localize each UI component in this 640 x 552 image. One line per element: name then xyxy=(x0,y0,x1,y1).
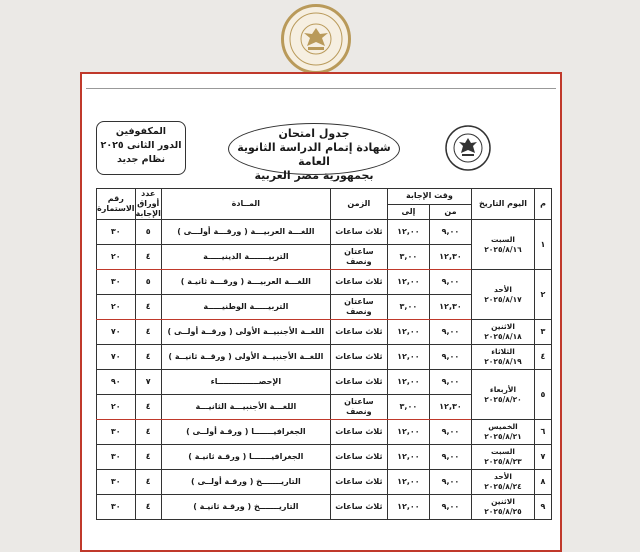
row-num: ٦ xyxy=(535,420,552,445)
table-row xyxy=(97,270,552,295)
title-line-3: بجمهورية مصر العربية xyxy=(254,169,374,182)
time-to: ١٢,٠٠ xyxy=(387,220,429,245)
category-box xyxy=(96,121,186,175)
time-to: ١٢,٠٠ xyxy=(387,270,429,295)
title-line-2: شهادة إتمام الدراسة الثانوية العامة xyxy=(237,141,391,168)
row-num: ٣ xyxy=(535,320,552,345)
subject: الجغرافيـــــــا ( ورقـة أولــى ) xyxy=(161,420,330,445)
row-num: ٧ xyxy=(535,445,552,470)
duration: ثلاث ساعات xyxy=(330,345,387,370)
row-num: ٨ xyxy=(535,470,552,495)
row-num: ٢ xyxy=(535,270,552,320)
day-name: السبت xyxy=(490,447,516,456)
day-cell xyxy=(472,370,535,420)
day-date: ٢٠٢٥/٨/٢٤ xyxy=(484,482,522,491)
duration: ساعتان ونصف xyxy=(330,295,387,320)
day-cell xyxy=(472,470,535,495)
day-name: الثلاثاء xyxy=(491,347,515,356)
subject: اللغـــة العربيـــة ( ورقـــة أولـــى ) xyxy=(161,220,330,245)
form-no: ٣٠ xyxy=(97,270,136,295)
time-from: ٩,٠٠ xyxy=(429,470,471,495)
subject: اللغـــة العربيـــة ( ورقـــة ثانيـة ) xyxy=(161,270,330,295)
col-header-subject: المــادة xyxy=(161,189,330,220)
day-cell xyxy=(472,220,535,270)
category-line-2: الدور الثانى ٢٠٢٥ xyxy=(100,140,182,151)
table-row xyxy=(97,495,552,520)
day-name: السبت xyxy=(490,234,516,244)
time-from: ٩,٠٠ xyxy=(429,270,471,295)
col-header-to: إلى xyxy=(387,204,429,220)
table-row xyxy=(97,370,552,395)
time-to: ١٢,٠٠ xyxy=(387,470,429,495)
sheets: ٥ xyxy=(135,270,161,295)
day-date: ٢٠٢٥/٨/١٨ xyxy=(484,332,522,341)
time-to: ٣,٠٠ xyxy=(387,295,429,320)
exam-title-box xyxy=(228,123,400,182)
sheets: ٤ xyxy=(135,320,161,345)
col-header-num: م xyxy=(535,189,552,220)
table-row xyxy=(97,420,552,445)
day-name: الأحد xyxy=(494,284,512,294)
sheets: ٤ xyxy=(135,345,161,370)
table-row xyxy=(97,345,552,370)
sheets: ٤ xyxy=(135,470,161,495)
time-from: ٩,٠٠ xyxy=(429,320,471,345)
duration: ثلاث ساعات xyxy=(330,270,387,295)
day-name: الخميس xyxy=(488,422,518,431)
subject: التاريـــــــخ ( ورقـة أولــى ) xyxy=(161,470,330,495)
day-name: الأربعاء xyxy=(489,384,517,394)
category-line-3: نظام جديد xyxy=(116,154,166,165)
time-from: ١٢,٣٠ xyxy=(429,395,471,420)
row-num: ٩ xyxy=(535,495,552,520)
day-name: الاثنين xyxy=(491,322,515,331)
day-name: الأحد xyxy=(494,472,512,481)
col-header-answer-time: وقت الإجابة xyxy=(387,189,471,205)
table-row xyxy=(97,470,552,495)
time-to: ٣,٠٠ xyxy=(387,245,429,270)
time-to: ١٢,٠٠ xyxy=(387,495,429,520)
day-cell xyxy=(472,495,535,520)
form-no: ٢٠ xyxy=(97,245,136,270)
time-from: ٩,٠٠ xyxy=(429,420,471,445)
sheets: ٤ xyxy=(135,395,161,420)
form-no: ٧٠ xyxy=(97,320,136,345)
day-cell xyxy=(472,445,535,470)
row-num: ١ xyxy=(535,220,552,270)
form-no: ٣٠ xyxy=(97,220,136,245)
table-row xyxy=(97,220,552,245)
sheets: ٤ xyxy=(135,445,161,470)
subject: اللغــة الأجنبيــة الأولى ( ورقــة أولــى ) xyxy=(161,320,330,345)
sheets: ٤ xyxy=(135,420,161,445)
day-date: ٢٠٢٥/٨/٢٣ xyxy=(484,457,522,466)
exam-schedule-table xyxy=(96,188,552,520)
day-date: ٢٠٢٥/٨/١٧ xyxy=(484,294,522,304)
duration: ثلاث ساعات xyxy=(330,320,387,345)
day-cell xyxy=(472,270,535,320)
duration: ساعتان ونصف xyxy=(330,245,387,270)
day-date: ٢٠٢٥/٨/٢٥ xyxy=(484,507,522,516)
row-num: ٥ xyxy=(535,370,552,420)
col-header-day: اليوم التاريخ xyxy=(472,189,535,220)
time-to: ١٢,٠٠ xyxy=(387,320,429,345)
sheets: ٥ xyxy=(135,220,161,245)
col-header-form: رقم الاستمارة xyxy=(97,189,136,220)
category-line-1: المكفوفين xyxy=(115,126,167,137)
table-row xyxy=(97,445,552,470)
duration: ثلاث ساعات xyxy=(330,445,387,470)
col-header-from: من xyxy=(429,204,471,220)
title-line-1: جدول امتحان xyxy=(278,127,350,140)
day-name: الاثنين xyxy=(491,497,515,506)
subject: التربيـــــــة الدينيـــــة xyxy=(161,245,330,270)
form-no: ٣٠ xyxy=(97,470,136,495)
form-no: ٢٠ xyxy=(97,295,136,320)
exam-schedule-sheet xyxy=(80,72,562,552)
duration: ساعتان ونصف xyxy=(330,395,387,420)
header-divider xyxy=(86,88,556,89)
time-from: ١٢,٣٠ xyxy=(429,295,471,320)
time-from: ٩,٠٠ xyxy=(429,495,471,520)
time-from: ٩,٠٠ xyxy=(429,220,471,245)
duration: ثلاث ساعات xyxy=(330,420,387,445)
time-to: ١٢,٠٠ xyxy=(387,345,429,370)
ministry-small-seal-icon xyxy=(444,124,492,172)
time-from: ٩,٠٠ xyxy=(429,370,471,395)
sheets: ٤ xyxy=(135,245,161,270)
form-no: ٢٠ xyxy=(97,395,136,420)
subject: التاريـــــــخ ( ورقـة ثانيـة ) xyxy=(161,495,330,520)
duration: ثلاث ساعات xyxy=(330,495,387,520)
row-num: ٤ xyxy=(535,345,552,370)
time-from: ١٢,٣٠ xyxy=(429,245,471,270)
day-date: ٢٠٢٥/٨/١٦ xyxy=(484,244,522,254)
day-cell xyxy=(472,420,535,445)
subject: التربيـــــة الوطنيـــــة xyxy=(161,295,330,320)
time-from: ٩,٠٠ xyxy=(429,345,471,370)
day-date: ٢٠٢٥/٨/١٩ xyxy=(484,357,522,366)
time-from: ٩,٠٠ xyxy=(429,445,471,470)
col-header-duration: الزمن xyxy=(330,189,387,220)
duration: ثلاث ساعات xyxy=(330,370,387,395)
day-date: ٢٠٢٥/٨/٢١ xyxy=(484,432,522,441)
subject: الإحصـــــــــــــــاء xyxy=(161,370,330,395)
day-cell xyxy=(472,320,535,345)
duration: ثلاث ساعات xyxy=(330,470,387,495)
sheets: ٤ xyxy=(135,495,161,520)
sheets: ٤ xyxy=(135,295,161,320)
eagle-emblem-icon xyxy=(284,7,348,71)
duration: ثلاث ساعات xyxy=(330,220,387,245)
form-no: ٣٠ xyxy=(97,495,136,520)
time-to: ١٢,٠٠ xyxy=(387,420,429,445)
form-no: ٣٠ xyxy=(97,420,136,445)
time-to: ١٢,٠٠ xyxy=(387,370,429,395)
subject: اللغـــة الأجنبيـــة الثانيـــة xyxy=(161,395,330,420)
subject: الجغرافيـــــــا ( ورقـة ثانيـة ) xyxy=(161,445,330,470)
table-row xyxy=(97,320,552,345)
time-to: ٣,٠٠ xyxy=(387,395,429,420)
subject: اللغــة الأجنبيــة الأولى ( ورقــة ثانيــة ) xyxy=(161,345,330,370)
day-date: ٢٠٢٥/٨/٢٠ xyxy=(484,394,522,404)
sheets: ٧ xyxy=(135,370,161,395)
form-no: ٧٠ xyxy=(97,345,136,370)
col-header-sheets: عدد أوراق الإجابة xyxy=(135,189,161,218)
ministry-seal-logo xyxy=(281,4,351,74)
day-cell xyxy=(472,345,535,370)
time-to: ١٢,٠٠ xyxy=(387,445,429,470)
form-no: ٣٠ xyxy=(97,445,136,470)
form-no: ٩٠ xyxy=(97,370,136,395)
